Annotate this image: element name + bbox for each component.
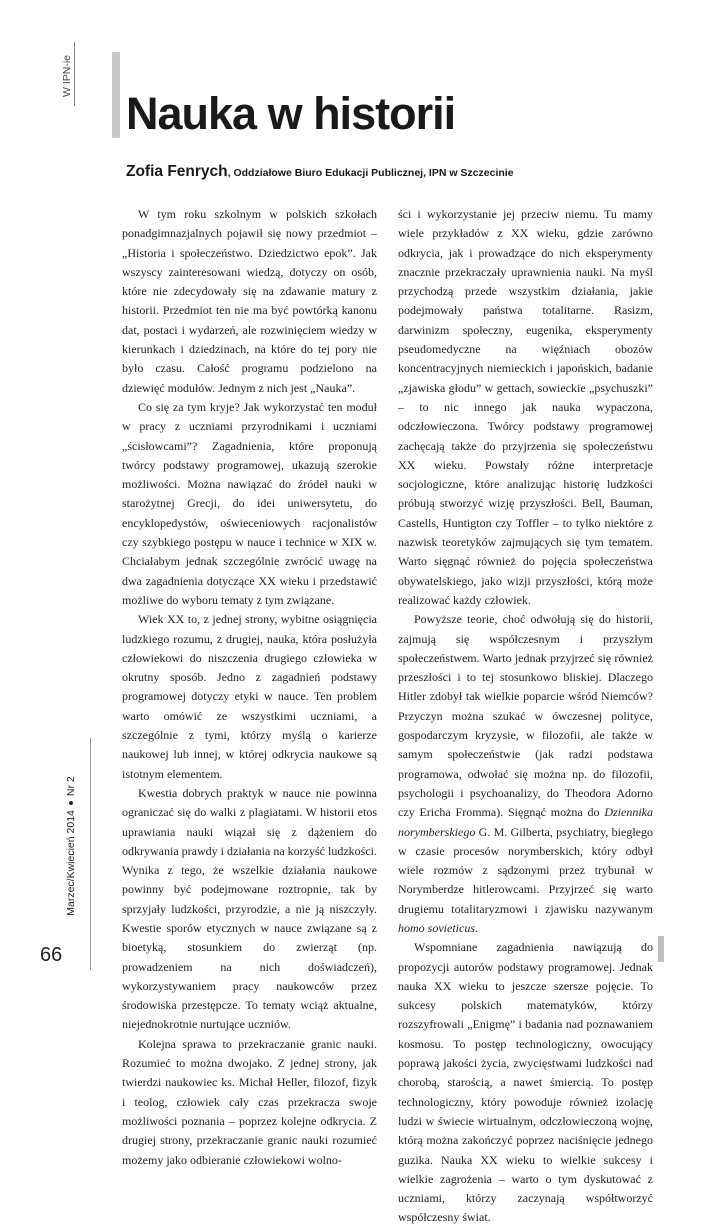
page-number: 66	[40, 944, 63, 966]
author-affiliation: , Oddziałowe Biuro Edukacji Publicznej, IPN w Szczecinie	[227, 167, 514, 179]
title-accent-bar	[112, 52, 120, 138]
byline	[126, 163, 514, 181]
text-column-left	[122, 205, 377, 1170]
page-edge-marker	[658, 936, 664, 962]
issue-date: Marzec/Kwiecień 2014	[65, 810, 77, 916]
article-title: Nauka w historii	[126, 88, 456, 139]
book-title: Dziennika norymberskiego	[398, 805, 653, 839]
paragraph: Co się za tym kryje? Jak wykorzystać ten moduł w pracy z uczniami przyrodnikami i uczniami „ścisłowcami”? Zagadnienia, które proponują twórcy podstawy programowej, ukazują szerokie możliwości. Można nawiązać do źródeł nauki w starożytnej Grecji, do idei uniwersytetu, do encyklopedystów, oświeceniowych racjonalistów czy szybkiego postępu w nauce i technice w XIX w. Chciałabym jednak szczególnie zwrócić uwagę na dwa zagadnienia dotyczące XX wieku i przedstawić możliwe do wyboru tematy z tym związane.	[122, 399, 377, 607]
paragraph: Kwestia dobrych praktyk w nauce nie powinna ograniczać się do walki z plagiatami. W historii etos uprawiania nauki wiązał się z dążeniem do odkrywania prawdy i działania na korzyść ludzkości. Wynika z tego, że wszelkie działania naukowe powinny być podejmowane roztropnie, tak by sprzyjały ludzkości, przyrodzie, a nie ją niszczyły. Kwestie sporów etycznych w nauce związane są z bioetyką, stosunkiem do zwierząt (np. prowadzeniem na nich doświadczeń), wykorzystywaniem pracy naukowców przez środowiska przestępcze. To tematy wciąż aktualne, niejednokrotnie nurtujące uczniów.	[122, 785, 377, 1032]
paragraph: Wspomniane zagadnienia nawiązują do propozycji autorów podstawy programowej. Jednak nauka XX wieku to jeszcze szersze pojęcie. To sukcesy polskich matematyków, którzy rozszyfrowali „Enigmę” i badania nad poznawaniem kosmosu. To postęp technologiczny, owocujący poprawą jakości życia, zwycięstwami ludzkości nad chorobą, starością, a nawet śmiercią. To postęp technologiczny, który powoduje również izolację ludzi w świecie wirtualnym, odczłowieczoną wojnę, którą można zakończyć poprzez naciśnięcie jednego guzika. Nauka XX wieku to wielkie sukcesy i wielkie zagrożenia – warto o tym dyskutować z uczniami, którzy zaczynają współtworzyć współczesny świat.	[398, 940, 653, 1225]
paragraph	[398, 610, 653, 938]
text-column-right	[398, 205, 653, 1228]
paragraph: ści i wykorzystanie jej przeciw niemu. Tu mamy wiele przykładów z XX wieku, gdzie zarówno odkrycia, jak i prowadzące do nich eksperymenty znacznie przekraczały uprawnienia nauki. Na myśl przychodzą przede wszystkim działania, jakie podejmowały państwa totalitarne. Rasizm, darwinizm społeczny, eugenika, eksperymenty pseudomedyczne na więźniach obozów koncentracyjnych niemieckich i japońskich, badanie „zjawiska głodu” w gettach, sowieckie „psychuszki” – to nic innego jak nauka wypaczona, odczłowieczona. Twórcy podstawy programowej zachęcają także do przyjrzenia się społeczeństwu XX wieku. Powstały różne interpretacje socjologiczne, które analizując historię ludzkości próbują stworzyć wizję przyszłości. Bell, Bauman, Castells, Huntigton czy Toffler – to tylko niektóre z nazwisk teoretyków zajmujących się tym tematem. Warto sięgnąć również do pojęcia społeczeństwa obywatelskiego, jako wizji przyszłości, którą może realizować każdy człowiek.	[398, 207, 653, 607]
section-label-text: W IPN-ie	[61, 55, 73, 97]
paragraph-text: Powyższe teorie, choć odwołują się do historii, zajmują się współczesnym i przyszłym społeczeństwem. Warto jednak przyjrzeć się również przeszłości i to tej stosunkowo bliskiej. Dlaczego Hitler zdobył tak wielkie poparcie wśród Niemców? Przyczyn można szukać w ówczesnej polityce, gospodarczym kryzysie, w filozofii, ale także w samym społeczeństwie (jak radzi podstawa programowa, odwołać się można np. do filozofii, psychologii i psychoanalizy, do Theodora Adorno czy Ericha Fromma). Sięgnąć można do	[398, 612, 653, 820]
paragraph-text: G. M. Gilberta, psychiatry, biegłego w czasie procesów norymberskich, który odbył wiele rozmów z sądzonymi przez trybunał w Norymberdze hitlerowcami. Przyjrzeć się warto drugiemu totalitaryzmowi i zjawisku nazywanym	[398, 824, 653, 916]
issue-number: Nr 2	[65, 776, 77, 797]
paragraph: W tym roku szkolnym w polskich szkołach ponadgimnazjalnych pojawił się nowy przedmiot – „Historia i społeczeństwo. Dziedzictwo epok”. Jak wszyscy zainteresowani wiedzą, dotyczy on osób, które nie zdecydowały się na zdawanie matury z historii. Przedmiot ten nie ma być powtórką kanonu dat, postaci i wydarzeń, ale rozwinięciem wiedzy w kierunkach i dziedzinach, na które do tej pory nie było czasu. Całość programu podzielono na dziewięć modułów. Jednym z nich jest „Nauka”.	[122, 207, 377, 395]
bullet-icon	[69, 801, 73, 805]
section-label	[61, 41, 73, 111]
issue-info	[65, 731, 77, 961]
paragraph: Wiek XX to, z jednej strony, wybitne osiągnięcia ludzkiego rozumu, z drugiej, nauka, która posłużyła człowiekowi do niszczenia drugiego człowieka w okrutny sposób. Jedno z zagadnień podstawy programowej dotyczy etyki w nauce. Ten problem warto omówić ze wszystkimi uczniami, a szczególnie z tymi, którzy myślą o karierze naukowej lub innej, w której odkrycia naukowe są istotnym elementem.	[122, 612, 377, 781]
paragraph-text: .	[475, 920, 478, 935]
term-italic: homo sovieticus	[398, 920, 475, 935]
side-rule-top	[74, 42, 75, 106]
side-rule-bottom	[90, 738, 91, 970]
author-name: Zofia Fenrych	[126, 163, 228, 180]
paragraph: Kolejna sprawa to przekraczanie granic nauki. Rozumieć to można dwojako. Z jednej strony, jak twierdzi naukowiec ks. Michał Heller, filozof, fizyk i teolog, człowiek cały czas przekracza swoje możliwości poznania – poprzez kolejne odkrycia. Z drugiej strony, przekraczanie granic nauki rozumieć możemy jako odbieranie człowiekowi wolno-	[122, 1036, 377, 1167]
